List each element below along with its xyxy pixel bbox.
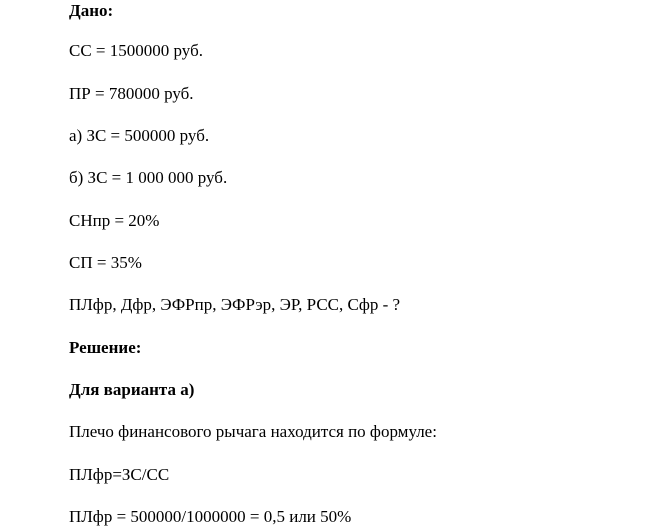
solution-line-2: ПЛфр=ЗС/СС — [69, 465, 170, 484]
given-line-7: ПЛфр, Дфр, ЭФРпр, ЭФРэр, ЭР, РСС, Сфр - ? — [69, 295, 401, 314]
given-line-5: СНпр = 20% — [69, 211, 160, 230]
given-line-2: ПР = 780000 руб. — [69, 84, 194, 103]
solution-line-1: Плечо финансового рычага находится по формуле: — [69, 422, 437, 441]
variant-heading: Для варианта а) — [69, 380, 195, 399]
solution-heading: Решение: — [69, 338, 142, 357]
given-heading: Дано: — [69, 1, 114, 20]
given-line-6: СП = 35% — [69, 253, 142, 272]
given-line-3: а) ЗС = 500000 руб. — [69, 126, 210, 145]
solution-line-3: ПЛфр = 500000/1000000 = 0,5 или 50% — [69, 507, 352, 526]
given-line-4: б) ЗС = 1 000 000 руб. — [69, 168, 228, 187]
given-line-1: СС = 1500000 руб. — [69, 41, 203, 60]
